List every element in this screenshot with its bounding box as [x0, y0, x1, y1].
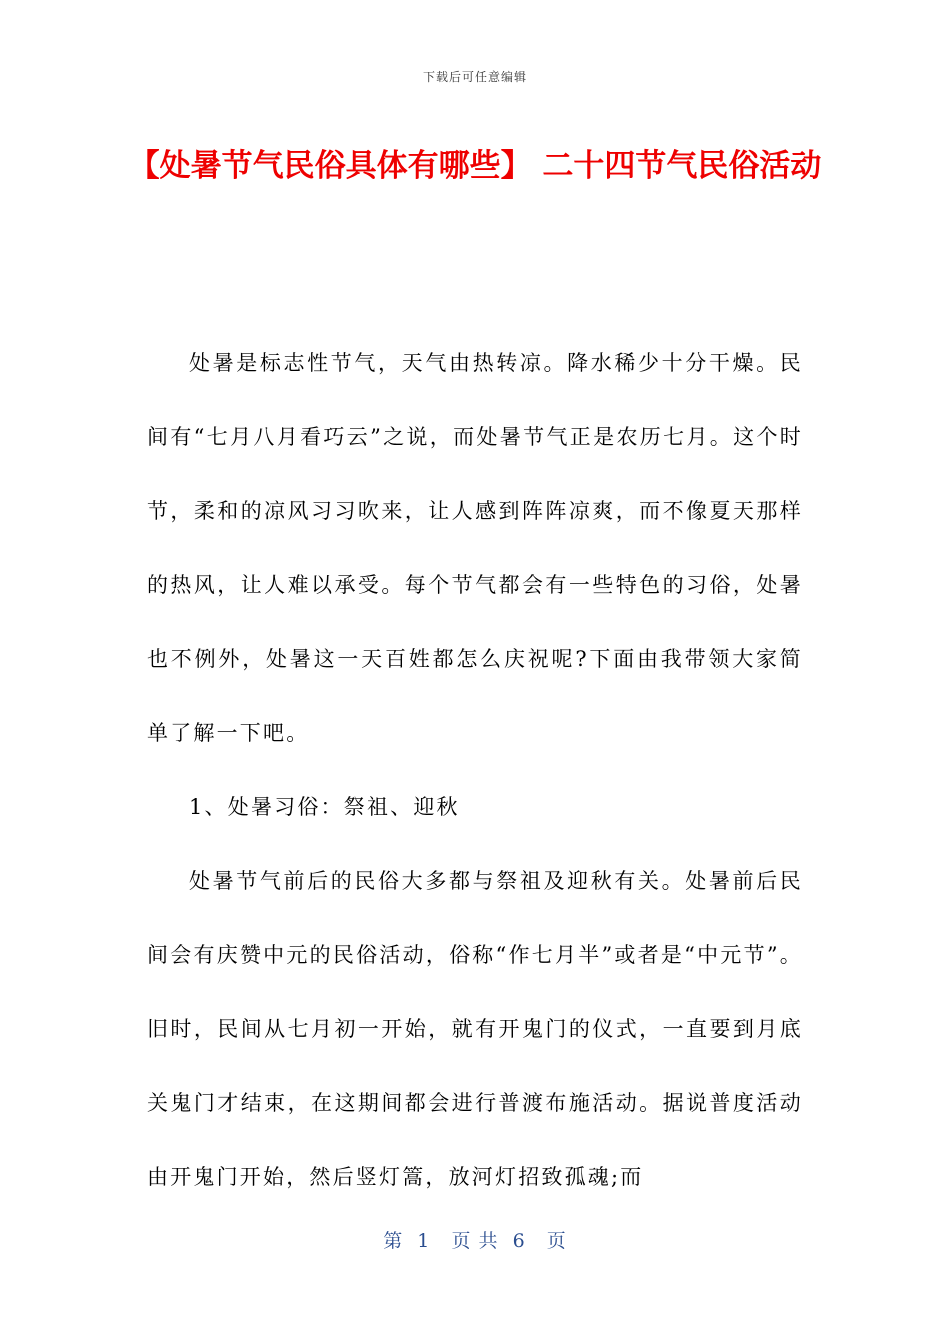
- document-title: 【处暑节气民俗具体有哪些】 二十四节气民俗活动: [128, 148, 822, 184]
- paragraph-intro: 处暑是标志性节气，天气由热转凉。降水稀少十分干燥。民间有“七月八月看巧云”之说，而处暑节气正是农历七月。这个时节，柔和的凉风习习吹来，让人感到阵阵凉爽，而不像夏天那样的热风，让人难以承受。每个节气都会有一些特色的习俗，处暑也不例外，处暑这一天百姓都怎么庆祝呢?下面由我带领大家简单了解一下吧。: [147, 351, 803, 745]
- section-heading: 1、处暑习俗：祭祖、迎秋: [189, 795, 460, 819]
- paragraph-section-1: 处暑节气前后的民俗大多都与祭祖及迎秋有关。处暑前后民间会有庆赞中元的民俗活动，俗称“作七月半”或者是“中元节”。旧时，民间从七月初一开始，就有开鬼门的仪式，一直要到月底关鬼门才结束，在这期间都会进行普渡布施活动。据说普度活动由开鬼门开始，然后竖灯篙，放河灯招致孤魂;而: [147, 869, 803, 1189]
- document-body: [147, 326, 803, 1214]
- header-note: 下载后可任意编辑: [422, 70, 527, 84]
- page-footer: 第 1 页 共 6 页: [383, 1230, 567, 1252]
